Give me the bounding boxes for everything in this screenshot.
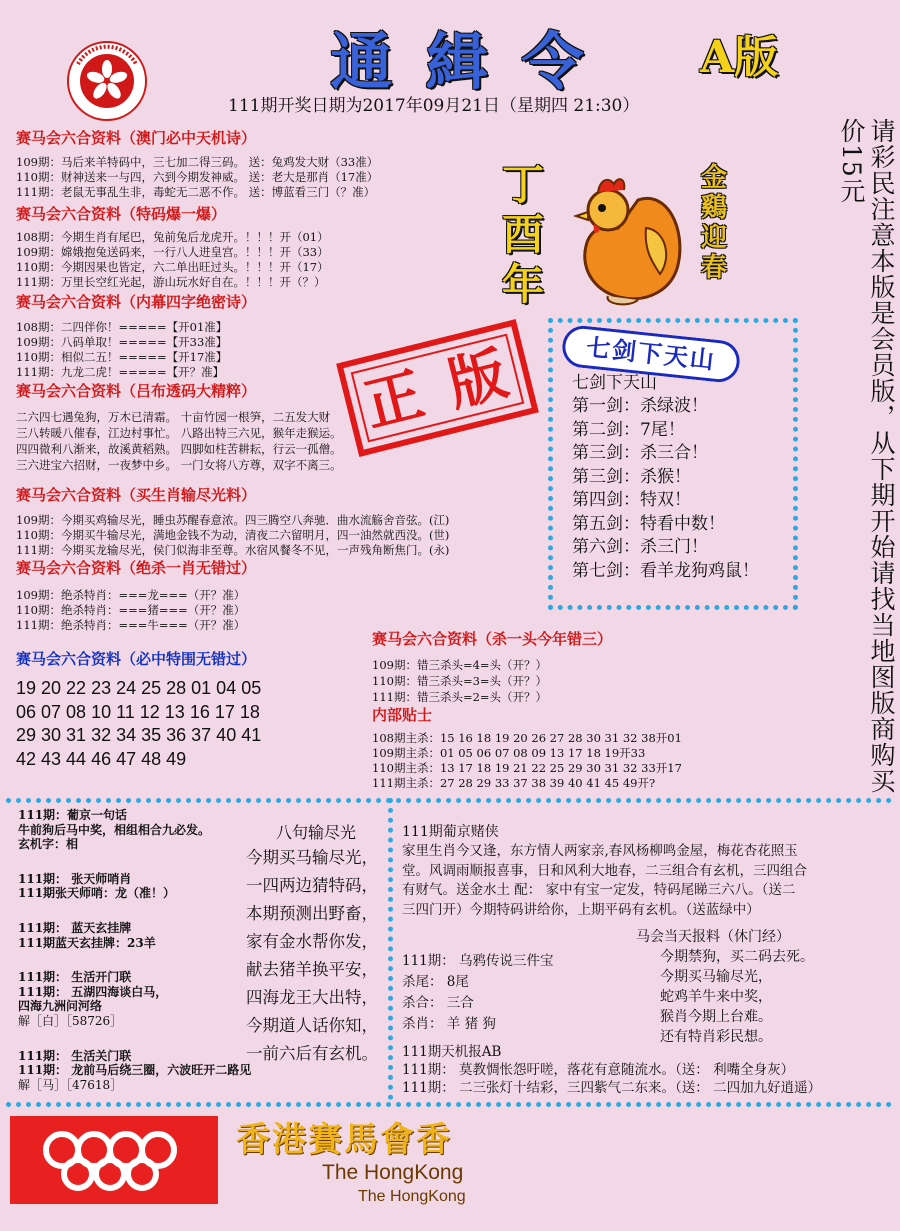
list-item: 四四微利八渐来，故溪黄稻熟。 四脚如柱苦耕耘，行云一孤僧。 (16, 442, 342, 456)
kai-title: 111期： 生活开门联 (18, 970, 132, 985)
kill-list (16, 588, 245, 633)
slogan-label: 金鷄迎春 (700, 163, 727, 283)
wuya-block (402, 951, 554, 1035)
macau-section-title: 赛马会六合资料（澳门必中天机诗） (16, 129, 257, 147)
list-item: 109期主杀：01 05 06 07 08 09 13 17 18 19开33 (372, 746, 646, 760)
list-item: 108期：今期生肖有尾巴，兔前兔后龙虎开。！！！开（01） (16, 230, 329, 244)
lubu-list (16, 409, 342, 473)
list-item: 杀尾： 8尾 (402, 974, 469, 990)
list-item: 第五剑：特看中数！ (572, 513, 725, 534)
number-row: 19 20 22 23 24 25 28 01 04 05 (16, 678, 262, 698)
footer-cn-name: 香港賽馬會香 (236, 1120, 452, 1160)
footer-logo (10, 1116, 218, 1204)
macau-list (16, 155, 378, 200)
list-item: 110期：财神送来一与四，六到今期发神威。 送：老大是那肖（17准） (16, 170, 379, 184)
list-item: 111期：万里长空红光起，游山玩水好自在。！！！开（？） (16, 275, 326, 289)
list-item: 110期主杀：13 17 18 19 21 22 25 29 30 31 32 33开17 (372, 761, 682, 775)
secret-section-title: 赛马会六合资料（内幕四字绝密诗） (16, 293, 257, 311)
list-item: 杀肖： 羊 猪 狗 (402, 1016, 496, 1032)
shao-text: 111期张天师哨：龙（准！） (18, 886, 176, 901)
poem-line: 家有金水帮你发， (246, 932, 378, 951)
list-item: 109期：错三杀头=4=头（开？） (372, 658, 548, 672)
number-row: 29 30 31 32 34 35 36 37 40 41 (16, 725, 262, 745)
stamp-text: 正 版 (357, 338, 518, 440)
xiumen-block (636, 927, 814, 1047)
edition-badge: A版 (700, 32, 779, 83)
list-item: 110期：错三杀头=3=头（开？） (372, 674, 548, 688)
list-item: 110期：今期买牛输尽光，满地金钱不为动，清夜二六留明月，四一油然就西没。(世) (16, 528, 450, 542)
list-item: 108期主杀：15 16 18 19 20 26 27 28 30 31 32 38开01 (372, 731, 682, 745)
list-item: 第一剑：杀绿波！ (572, 396, 708, 416)
wrong3-list (372, 657, 547, 705)
surround-section-title: 赛马会六合资料（必中特围无错过） (16, 650, 257, 668)
list-item: 110期：相似二五！=====【开17准】 (16, 350, 228, 364)
sword-list (572, 372, 759, 583)
list-item: 第七剑：看羊龙狗鸡鼠！ (572, 560, 759, 581)
lubu-section-title: 赛马会六合资料（吕布透码大精粹） (16, 382, 257, 400)
list-item: 111期：今期买龙输尽光，侯门似海非至尊。水宿风餐冬不见，一声残角断焦门。(永) (16, 543, 450, 557)
tianji-title: 111期天机报AB (402, 1044, 502, 1060)
yiju-text: 牛前狗后马中奖，相组相合九必发。 (18, 822, 211, 837)
shao-title: 111期： 张天师哨肖 (18, 871, 132, 886)
list-item: 蛇鸡羊牛来中奖， (660, 989, 772, 1005)
poem-line: 四海龙王大出特， (246, 988, 378, 1007)
list-item: 还有特肖彩民想。 (660, 1029, 772, 1045)
secret-list (16, 320, 227, 380)
dushu-block (402, 822, 807, 920)
footer-en-name-small: The HongKong (358, 1188, 466, 1205)
list-item: 109期：马后来羊特码中，三七加二得三码。 送：兔鸡发大财（33准） (16, 155, 379, 169)
member-notice: 请彩民注意本版是会员版，从下期开始请找当地图版商购买价15元 (837, 118, 896, 794)
wuya-title: 111期： 乌鸦传说三件宝 (402, 953, 554, 969)
page-title: 通 緝 令 (330, 25, 590, 98)
poem-block (246, 822, 378, 1068)
surround-numbers (16, 677, 261, 771)
list-item: 今期买马输尽光， (660, 969, 772, 985)
dushu-title: 111期葡京赌侠 (402, 824, 499, 840)
list-item: 三六进宝六招财，一夜梦中乡。 一门女将八方尊，双字不离三。 (16, 458, 342, 472)
poem-line: 今期道人话你知， (246, 1016, 378, 1035)
poem-line: 今期买马输尽光， (246, 848, 378, 867)
list-item: 109期：绝杀特肖：===龙===（开？准） (16, 588, 246, 602)
list-item: 二六四七遇兔狗，万木已清霜。 十亩竹园一根笋，二五发大财 (16, 410, 331, 424)
list-item: 第二剑：7尾！ (572, 419, 685, 440)
tianji-block (402, 1043, 821, 1097)
draw-date: 111期开奖日期为2017年09月21日（星期四 21:30） (228, 96, 640, 116)
footer-en-name: The HongKong (322, 1161, 464, 1184)
rooster-illustration (568, 170, 688, 310)
list-item: 家里生肖今又逢，东方情人两家亲,春风杨柳鸣金屋，梅花杏花照玉 (402, 843, 798, 859)
divider (388, 798, 393, 1100)
poem-line: 一前六后有玄机。 (246, 1044, 378, 1063)
guan-text: 111期： 龙前马后绕三圈，六波旺开二路见 (18, 1063, 252, 1078)
list-item: 杀合： 三合 (402, 995, 474, 1011)
list-item: 111期： 莫教惆怅怨吁嗟，落花有意随流水。（送： 利嘴全身灰） (402, 1062, 795, 1078)
buy-section-title: 赛马会六合资料（买生肖输尽光料） (16, 486, 257, 504)
list-item: 110期：今期因果也皆定，六二单出旺过头。！！！开（17） (16, 260, 329, 274)
buy-list (16, 513, 449, 558)
divider (6, 1102, 892, 1107)
kai-line1: 111期： 五湖四海谈白马， (18, 984, 168, 999)
insider-list (372, 731, 682, 791)
list-item: 111期主杀：27 28 29 33 37 38 39 40 41 45 49开? (372, 776, 656, 790)
list-item: 111期：绝杀特肖：===牛===（开？准） (16, 618, 246, 632)
poem-line: 一四两边猜特码， (246, 876, 378, 895)
list-item: 111期： 二三张灯十结彩，三四紫气二东来。（送： 二四加九好逍遥） (402, 1080, 822, 1096)
gua-text: 111期蓝天玄挂牌：23羊 (18, 935, 156, 950)
divider (6, 798, 892, 803)
list-item: 109期：八码单取！=====【开33准】 (16, 335, 228, 349)
list-item: 三八转暖八催春，江边村事忙。 八路出特三六见，猴年走猴运。 (16, 426, 342, 440)
list-item: 有财气。送金水土 配： 家中有宝一定发，特码尾睇三六八。（送二 (402, 882, 796, 898)
list-item: 猴肖今期上台难。 (660, 1009, 772, 1025)
poem-title: 八句输尽光 (276, 823, 357, 842)
burst-section-title: 赛马会六合资料（特码爆一爆） (16, 205, 227, 223)
kai-line2: 四海九洲问河络 (18, 999, 103, 1014)
number-row: 42 43 44 46 47 48 49 (16, 748, 187, 769)
gua-title: 111期： 蓝天玄挂牌 (18, 920, 132, 935)
list-item: 110期：绝杀特肖：===猪===（开？准） (16, 603, 246, 617)
guan-title: 111期： 生活关门联 (18, 1048, 132, 1063)
number-row: 06 07 08 10 11 12 13 16 17 18 (16, 701, 260, 722)
burst-list (16, 230, 329, 290)
list-item: 第三剑：杀三合！ (572, 443, 708, 463)
genuine-stamp (336, 319, 539, 457)
poem-line: 本期预测出野畜， (246, 904, 378, 923)
year-label: 丁酉年 (501, 160, 544, 309)
yiju-title: 111期：葡京一句话 (18, 808, 128, 822)
wrong3-section-title: 赛马会六合资料（杀一头今年错三） (372, 630, 613, 648)
yiju-hint: 玄机字：相 (18, 837, 79, 852)
list-item: 108期：二四伴你！=====【开01准】 (16, 320, 228, 334)
list-item: 109期：今期买鸡输尽光，睡虫苏醒春意浓。四三腾空八奔驰．曲水流觞舍音弦。(江) (16, 513, 450, 527)
kill-section-title: 赛马会六合资料（绝杀一肖无错过） (16, 559, 257, 577)
list-item: 第三剑：杀猴！ (572, 466, 691, 487)
list-item: 第六剑：杀三门！ (572, 537, 708, 557)
list-item: 111期：九龙二虎！=====【开？准】 (16, 365, 225, 379)
kai-answer: 解［白］［58726］ (18, 1013, 123, 1028)
list-item: 今期禁狗，买二码去死。 (660, 949, 814, 965)
poem-line: 献去猪羊换平安， (246, 960, 378, 979)
list-item: 109期：嫦娥抱兔送码来，一行八人进皇宫。！！！开（33） (16, 245, 329, 259)
hkjc-emblem (66, 40, 148, 122)
guan-answer: 解［马］［47618］ (18, 1077, 123, 1092)
list-item: 堂。风调雨顺报喜事，日和风利大地春，二三组合有玄机，三四组合 (402, 862, 807, 879)
sword-heading: 七剑下天山 (572, 373, 657, 393)
list-item: 第四剑：特双！ (572, 490, 691, 510)
sword-badge-text: 七剑下天山 (584, 332, 718, 375)
list-item: 111期：老鼠无事乱生非，毒蛇无二恶不作。 送：博蓝看三门（？准） (16, 185, 376, 199)
insider-section-title: 内部贴士 (372, 706, 433, 724)
xiumen-title: 马会当天报料（休门经） (636, 929, 790, 945)
list-item: 三四门开）今期特码讲给你，上期平码有玄机。（送蓝绿中） (402, 901, 760, 918)
bottom-left-block (18, 808, 251, 1092)
list-item: 111期：错三杀头=2=头（开？） (372, 690, 548, 704)
